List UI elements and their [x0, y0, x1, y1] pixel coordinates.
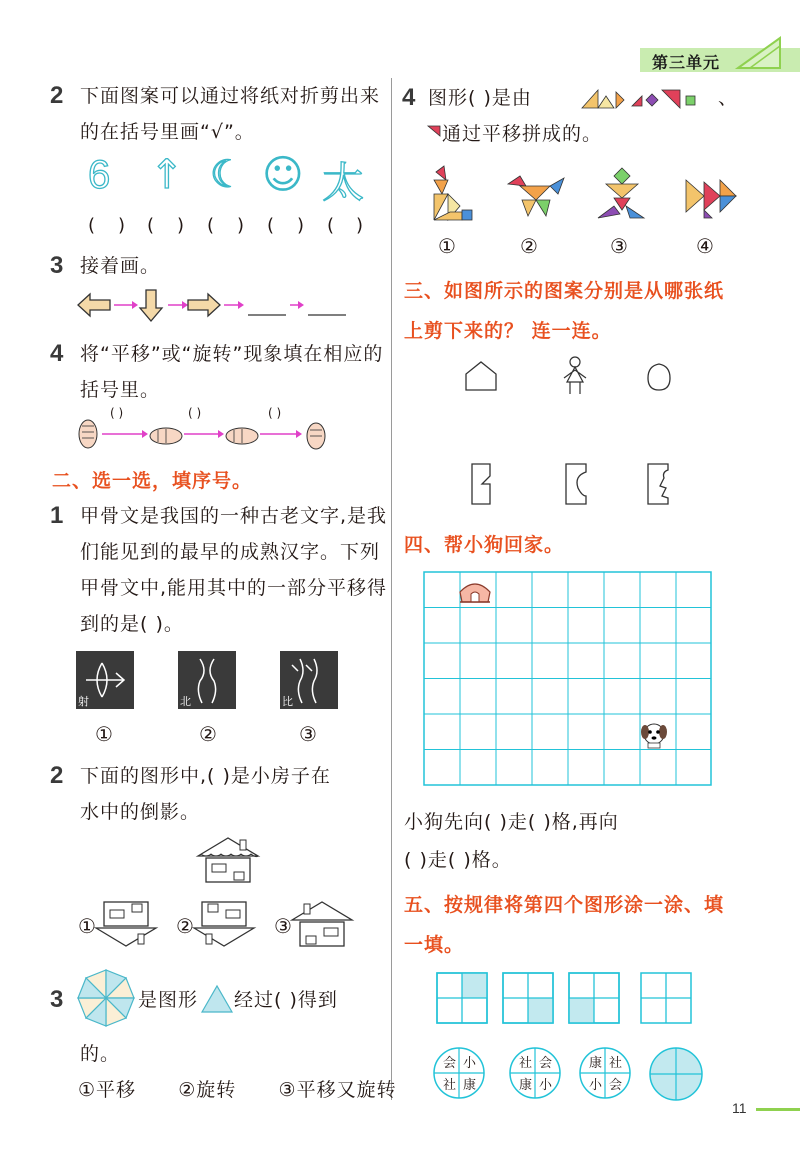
tangram-figure-2 — [506, 172, 566, 222]
question-text: 水中的倒影。 — [80, 801, 201, 823]
hand-sequence — [74, 416, 334, 452]
circle-char: 康 — [463, 1078, 477, 1093]
right-arrow-shape — [188, 294, 220, 316]
footer-bar — [756, 1108, 800, 1111]
hand-icon — [307, 423, 325, 449]
circle-char: 会 — [609, 1078, 623, 1093]
grid-map — [424, 572, 712, 786]
answer-blank[interactable]: ( — [207, 215, 215, 236]
down-arrow-shape — [140, 290, 162, 321]
question-text: 接着画。 — [80, 255, 161, 277]
option-label: ① — [95, 722, 113, 746]
char-circle-2 — [508, 1046, 562, 1100]
paper-half-house — [468, 462, 496, 506]
char-circle-3 — [578, 1046, 632, 1100]
question-text: ( )走( )格。 — [404, 849, 512, 871]
square-pattern-1 — [436, 972, 488, 1024]
cutout-peach — [644, 360, 674, 392]
house-option-2 — [192, 900, 256, 950]
answer-blank[interactable]: ) — [177, 215, 185, 236]
oracle-label: 比 — [282, 695, 293, 708]
question-number: 4 — [50, 340, 64, 367]
answer-blank[interactable]: ) — [297, 215, 305, 236]
answer-blank[interactable]: ( ) — [268, 406, 282, 420]
arrow-sequence — [76, 288, 366, 324]
unit-title: 第三单元 — [652, 53, 721, 72]
answer-blank[interactable]: ) — [356, 215, 364, 236]
cutout-house — [464, 360, 498, 392]
circle-char: 社 — [443, 1078, 457, 1093]
question-number: 2 — [50, 762, 64, 789]
pinwheel-figure — [76, 968, 136, 1028]
option-label: ② — [199, 722, 217, 746]
triangle-figure — [200, 984, 234, 1014]
question-number: 1 — [50, 502, 64, 529]
question-text: 括号里。 — [80, 379, 161, 401]
house-original — [196, 836, 260, 886]
question-number: 4 — [402, 84, 416, 111]
char-circle-4-blank[interactable] — [648, 1046, 704, 1102]
question-text: 甲骨文是我国的一种古老文字,是我 — [80, 505, 388, 527]
circle-char: 会 — [539, 1056, 553, 1071]
section-heading: 五、按规律将第四个图形涂一涂、填 — [404, 894, 725, 916]
circle-char: 康 — [519, 1078, 533, 1093]
option-label: ③ — [299, 722, 317, 746]
answer-blank[interactable]: ( ) — [110, 406, 124, 420]
circle-char: 小 — [589, 1078, 603, 1093]
paper-half-person — [644, 462, 672, 506]
answer-blank[interactable]: ( — [88, 215, 96, 236]
question-text: 经过( )得到 — [234, 989, 338, 1011]
section-heading: 四、帮小狗回家。 — [404, 534, 565, 556]
question-text: 的在括号里画“√”。 — [80, 121, 255, 143]
tangram-pieces — [580, 86, 730, 114]
puppy-icon — [640, 720, 668, 750]
circle-char: 康 — [589, 1056, 603, 1071]
answer-blank[interactable]: ( — [147, 215, 155, 236]
question-text: 下面的图形中,( )是小房子在 — [80, 765, 331, 787]
house-option-3 — [290, 900, 354, 950]
symbol-smiley: ☺ — [262, 152, 304, 198]
square-pattern-2 — [502, 972, 554, 1024]
option-label: ① — [438, 234, 456, 258]
tangram-figure-4 — [684, 172, 738, 222]
symbol-moon: ☾ — [210, 152, 245, 196]
circle-char: 社 — [609, 1056, 623, 1071]
section-heading: 二、选一选，填序号。 — [52, 470, 253, 492]
left-arrow-shape — [78, 294, 110, 316]
question-text: 小狗先向( )走( )格,再向 — [404, 811, 619, 833]
answer-blank[interactable]: ) — [118, 215, 126, 236]
dog-house-icon — [458, 578, 492, 604]
answer-options: ①平移 ②旋转 ③平移又旋转 — [78, 1079, 397, 1101]
circle-char: 小 — [463, 1056, 477, 1071]
option-label: ② — [520, 234, 538, 258]
house-option-1 — [94, 900, 158, 950]
option-label: ④ — [696, 234, 714, 258]
small-triangle-piece — [428, 124, 442, 138]
tangram-figure-3 — [596, 166, 648, 222]
option-label: ③ — [610, 234, 628, 258]
question-text: 到的是( )。 — [80, 613, 184, 635]
symbol-six: 6 — [88, 153, 111, 197]
ruler-triangle-icon — [730, 34, 790, 74]
section-heading: 一填。 — [404, 934, 465, 956]
question-text: 甲骨文中,能用其中的一部分平移得 — [80, 577, 388, 599]
section-heading: 三、如图所示的图案分别是从哪张纸 — [404, 280, 725, 302]
option-label: ③ — [274, 914, 292, 938]
question-text: 们能见到的最早的成熟汉字。下列 — [80, 541, 381, 563]
square-pattern-3 — [568, 972, 620, 1024]
char-circle-1 — [432, 1046, 486, 1100]
cutout-person — [560, 356, 590, 396]
symbol-arrow: ↑ — [150, 152, 184, 198]
option-label: ② — [176, 914, 194, 938]
section-heading: 上剪下来的？ 连一连。 — [404, 320, 612, 342]
question-text: 通过平移拼成的。 — [442, 123, 603, 145]
question-number: 2 — [50, 82, 64, 109]
answer-blank[interactable]: ( — [327, 215, 335, 236]
question-text: 是图形 — [138, 989, 199, 1011]
answer-blank[interactable]: ( — [267, 215, 275, 236]
question-text: 、 — [718, 87, 739, 109]
circle-char: 小 — [539, 1078, 553, 1093]
option-label: ① — [78, 914, 96, 938]
question-text: 图形( )是由 — [428, 87, 532, 109]
square-pattern-4-blank[interactable] — [640, 972, 692, 1024]
paper-half-peach — [562, 462, 590, 506]
question-number: 3 — [50, 252, 64, 279]
page-number: 11 — [732, 1100, 747, 1116]
oracle-label: 射 — [78, 695, 89, 708]
question-number: 3 — [50, 986, 64, 1013]
question-text: 下面图案可以通过将纸对折剪出来 — [80, 85, 381, 107]
hand-icon — [150, 428, 182, 444]
answer-blank[interactable]: ( ) — [188, 406, 202, 420]
question-text: 将“平移”或“旋转”现象填在相应的 — [80, 343, 384, 365]
tangram-figure-1 — [428, 166, 476, 226]
column-divider — [391, 78, 392, 1100]
symbol-tai: 太 — [322, 158, 365, 207]
hand-icon — [79, 420, 97, 448]
circle-char: 会 — [443, 1056, 457, 1071]
question-text: 的。 — [80, 1043, 121, 1065]
hand-icon — [226, 428, 258, 444]
circle-char: 社 — [519, 1056, 533, 1071]
oracle-label: 北 — [180, 695, 191, 708]
answer-blank[interactable]: ) — [237, 215, 245, 236]
